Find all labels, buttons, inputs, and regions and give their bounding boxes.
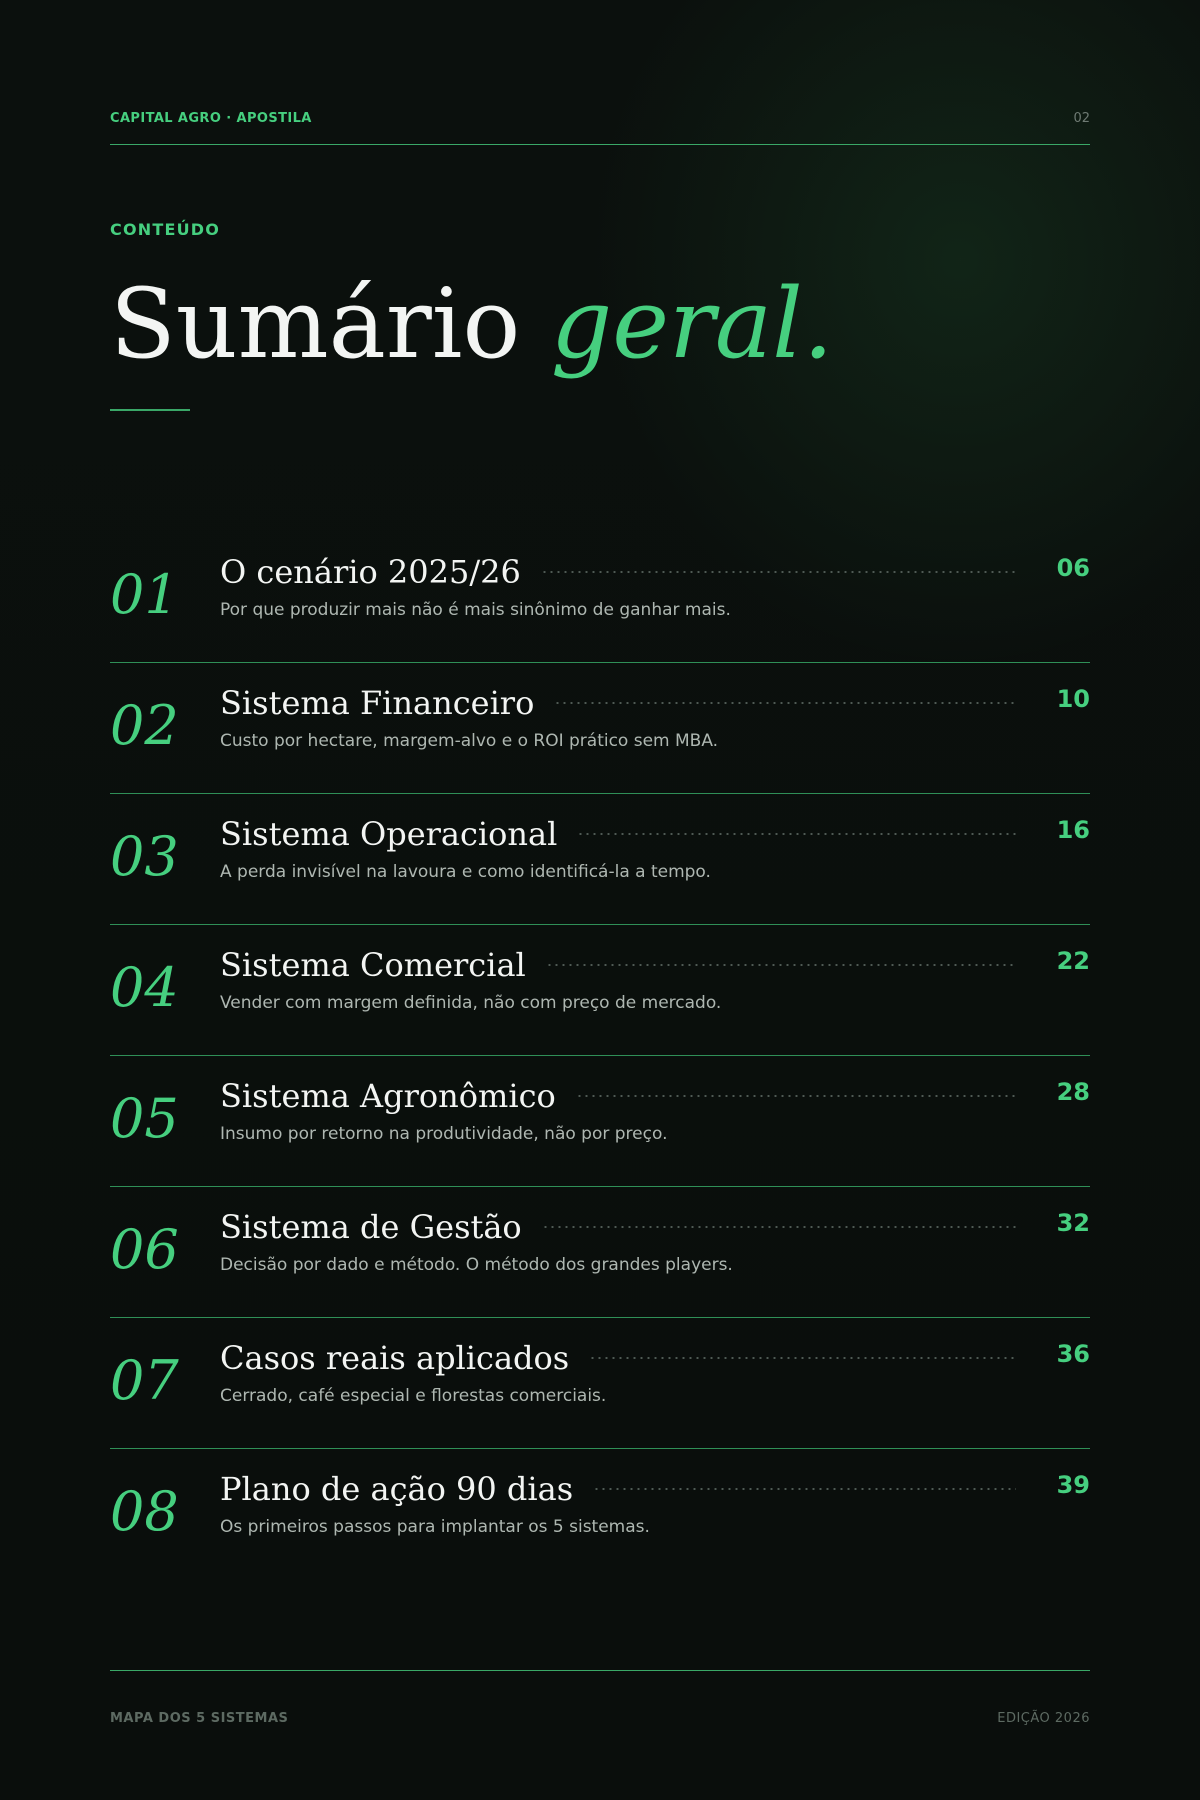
dotted-leader [542, 1226, 1016, 1228]
toc-item-04[interactable] [110, 925, 1090, 1056]
toc-description: Os primeiros passos para implantar os 5 sistemas. [220, 1517, 650, 1537]
toc-description: Por que produzir mais não é mais sinônimo de ganhar mais. [220, 600, 731, 620]
toc-number: 04 [110, 956, 179, 1019]
toc-item-06[interactable] [110, 1187, 1090, 1318]
toc-title-row [220, 945, 1020, 985]
toc-number: 07 [110, 1349, 179, 1412]
toc-description: Insumo por retorno na produtividade, não por preço. [220, 1124, 668, 1144]
section-label: CONTEÚDO [110, 220, 221, 239]
toc-number: 08 [110, 1480, 179, 1543]
toc-number: 01 [110, 563, 179, 626]
toc-title: Sistema Financeiro [220, 684, 535, 722]
table-of-contents [110, 532, 1090, 1579]
toc-item-07[interactable] [110, 1318, 1090, 1449]
toc-item-01[interactable] [110, 532, 1090, 663]
toc-title: O cenário 2025/26 [220, 553, 521, 591]
toc-title: Sistema Operacional [220, 815, 558, 853]
dotted-leader [546, 964, 1016, 966]
toc-page-number: 32 [1056, 1209, 1090, 1237]
toc-number: 06 [110, 1218, 179, 1281]
toc-number: 05 [110, 1087, 179, 1150]
dotted-leader [593, 1488, 1016, 1490]
dotted-leader [554, 702, 1016, 704]
brand-label: CAPITAL AGRO · APOSTILA [110, 111, 312, 126]
toc-title: Sistema Comercial [220, 946, 526, 984]
page-title [110, 268, 834, 380]
toc-title-row [220, 552, 1020, 592]
title-accent: geral. [550, 268, 834, 380]
toc-page-number: 28 [1056, 1078, 1090, 1106]
title-divider [110, 409, 190, 411]
dotted-leader [577, 833, 1016, 835]
toc-title-row [220, 814, 1020, 854]
toc-page-number: 22 [1056, 947, 1090, 975]
toc-title: Sistema Agronômico [220, 1077, 556, 1115]
toc-title-row [220, 1207, 1020, 1247]
toc-description: A perda invisível na lavoura e como identificá-la a tempo. [220, 862, 711, 882]
dotted-leader [576, 1095, 1016, 1097]
footer-divider [110, 1670, 1090, 1671]
footer-series-label: MAPA DOS 5 SISTEMAS [110, 1711, 289, 1726]
toc-title-row [220, 1076, 1020, 1116]
toc-title-row [220, 683, 1020, 723]
toc-item-03[interactable] [110, 794, 1090, 925]
toc-title: Casos reais aplicados [220, 1339, 570, 1377]
footer-edition-label: EDIÇÃO 2026 [997, 1711, 1090, 1726]
toc-page-number: 06 [1056, 554, 1090, 582]
toc-page-number: 10 [1056, 685, 1090, 713]
toc-page-number: 16 [1056, 816, 1090, 844]
toc-description: Cerrado, café especial e florestas comerciais. [220, 1386, 607, 1406]
dotted-leader [589, 1357, 1016, 1359]
toc-description: Decisão por dado e método. O método dos grandes players. [220, 1255, 733, 1275]
toc-item-05[interactable] [110, 1056, 1090, 1187]
toc-title-row [220, 1469, 1020, 1509]
toc-page-number: 36 [1056, 1340, 1090, 1368]
toc-title: Sistema de Gestão [220, 1208, 522, 1246]
page-number: 02 [1073, 111, 1090, 126]
toc-page-number: 39 [1056, 1471, 1090, 1499]
page-header [110, 108, 1090, 145]
dotted-leader [541, 571, 1016, 573]
toc-item-08[interactable] [110, 1449, 1090, 1579]
toc-item-02[interactable] [110, 663, 1090, 794]
toc-number: 03 [110, 825, 179, 888]
toc-number: 02 [110, 694, 179, 757]
toc-description: Custo por hectare, margem-alvo e o ROI prático sem MBA. [220, 731, 719, 751]
toc-description: Vender com margem definida, não com preço de mercado. [220, 993, 722, 1013]
toc-title-row [220, 1338, 1020, 1378]
toc-title: Plano de ação 90 dias [220, 1470, 574, 1508]
title-main: Sumário [110, 268, 521, 380]
